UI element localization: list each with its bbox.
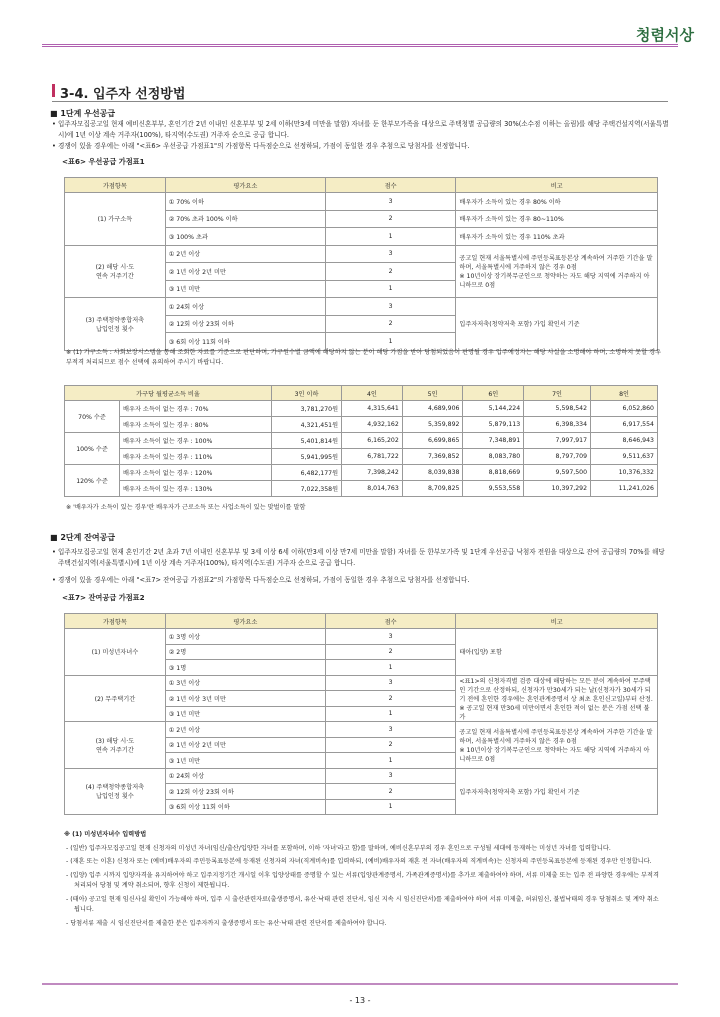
- income-amount: 11,241,026: [591, 481, 658, 497]
- table-row: [65, 629, 658, 645]
- table-row: [65, 245, 658, 263]
- table-header-cell: 6인: [463, 386, 524, 401]
- section1-para1: • 입주자모집공고일 현재 예비신혼부부, 혼인기간 2년 이내인 신혼부부 및 2세 이하(만3세 미만을 말함) 자녀를 둔 한부모가족을 대상으로 주택청별 공급량의 30%(소수점 이하는 올림)를 해당 주택건설지역(서울특별시)에 1년 이상 계속 거주자(100%), 타지역(수도권) 거주자 순으로 공급 합니다.: [52, 120, 669, 139]
- evaluation-factor: ② 2명: [165, 644, 325, 660]
- income-amount: 3,781,270원: [271, 401, 341, 417]
- income-amount: 8,646,943: [591, 433, 658, 449]
- table-header-cell: 비고: [456, 614, 658, 629]
- income-amount: 7,369,852: [402, 449, 463, 465]
- table-header-cell: 비고: [456, 178, 658, 193]
- income-amount: 9,597,500: [524, 465, 591, 481]
- income-condition: 배우자 소득이 있는 경우 : 130%: [120, 481, 272, 497]
- minor-note-line: - (입양) 입주 시까지 입양자격을 유지하여야 하고 입주지정기간 개시일 이후 입양상태를 증명할 수 있는 서류(입양관계증명서, 가족관계증명서)를 추가로 제출하여야 하며, 서류 미제출 또는 입주 전 파양한 경우에는 부적격 처리되어 당첨 및 계약 취소되며, 향후 신청이 제한됩니다.: [66, 871, 659, 889]
- evaluation-factor: ① 2년 이상: [165, 245, 325, 263]
- evaluation-factor: ① 24회 이상: [165, 768, 325, 784]
- minor-children-notes: [64, 830, 664, 929]
- remark: 배우자가 소득이 있는 경우 110% 초과: [456, 228, 658, 246]
- income-condition: 배우자 소득이 있는 경우 : 80%: [120, 417, 272, 433]
- minor-note-line: - (재혼 또는 이혼) 신청자 또는 (예비)배우자의 주민등록표등본에 등재된 신청자의 자녀(직계비속)를 입력하되, (예비)배우자의 재혼 전 자녀(배우자의 직계비속)는 신청자의 주민등록표등본에 등재된 경우만 인정합니다.: [66, 858, 652, 865]
- income-level: 120% 수준: [65, 465, 120, 497]
- criteria-item: (3) 해당 시·도 연속 거주기간: [65, 722, 166, 769]
- evaluation-factor: ③ 1명: [165, 660, 325, 676]
- score-value: 1: [325, 660, 455, 676]
- income-amount: 4,315,641: [342, 401, 403, 417]
- income-amount: 9,553,558: [463, 481, 524, 497]
- section1-para2: • 경쟁이 있을 경우에는 아래 "<표6> 우선공급 가점표1"의 가점항목 다득점순으로 선정하되, 가점이 동일한 경우 추첨으로 당첨자를 선정합니다.: [52, 142, 470, 150]
- income-amount: 5,359,892: [402, 417, 463, 433]
- evaluation-factor: ② 1년 이상 3년 미만: [165, 691, 325, 707]
- score-value: 3: [325, 768, 455, 784]
- table-row: [65, 433, 658, 449]
- income-amount: 10,376,332: [591, 465, 658, 481]
- income-amount: 7,348,891: [463, 433, 524, 449]
- evaluation-factor: ② 70% 초과 100% 이하: [165, 210, 325, 228]
- income-amount: 4,932,162: [342, 417, 403, 433]
- evaluation-factor: ② 1년 이상 2년 미만: [165, 263, 325, 281]
- table-header-cell: 7인: [524, 386, 591, 401]
- evaluation-factor: ① 3명 이상: [165, 629, 325, 645]
- bottom-rule: [42, 983, 678, 985]
- income-condition: 배우자 소득이 없는 경우 : 70%: [120, 401, 272, 417]
- score-value: 1: [325, 799, 455, 815]
- top-rule: [42, 44, 678, 47]
- score-value: 3: [325, 193, 455, 211]
- remark: 입주자저축(청약저축 포함) 가입 확인서 기준: [456, 768, 658, 815]
- table-row: [65, 675, 658, 691]
- table-row: [65, 417, 658, 433]
- table-header-cell: 5인: [402, 386, 463, 401]
- remark: 태아(입양) 포함: [456, 629, 658, 676]
- remark: <표1>의 신청자격별 검증 대상에 해당하는 모든 분이 계속하여 무주택인 기간으로 산정하되, 신청자가 만30세가 되는 날(신청자가 30세가 되기 전에 혼인한 경우에는 혼인관계증명서 상 최초 혼인신고일)부터 산정. ※ 공고일 현재 만30세 미만이면서 혼인한 적이 없는 분은 가점 선택 불가: [456, 675, 658, 722]
- score-value: 3: [325, 245, 455, 263]
- section1-intro: [50, 108, 670, 167]
- table-header-cell: 가구당 월평균소득 비율: [65, 386, 272, 401]
- income-amount: 5,401,814원: [271, 433, 341, 449]
- section2-heading: ■ 2단계 잔여공급: [50, 533, 116, 542]
- evaluation-factor: ① 3년 이상: [165, 675, 325, 691]
- minor-note-line: - 당첨서류 제출 시 임신진단서를 제출한 분은 입주자까지 출생증명서 또는 유산·낙태 관련 진단서를 제출하여야 합니다.: [66, 919, 387, 927]
- table-row: [65, 193, 658, 211]
- income-amount: 10,397,292: [524, 481, 591, 497]
- score-value: 1: [325, 753, 455, 769]
- table-header-cell: 8인: [591, 386, 658, 401]
- table7-caption: <표7> 잔여공급 가점표2: [62, 593, 145, 602]
- criteria-item: (3) 주택청약종합저축 납입인정 횟수: [65, 298, 166, 351]
- evaluation-factor: ② 12회 이상 23회 이하: [165, 784, 325, 800]
- section2-para1: • 입주자모집공고일 현재 혼인기간 2년 초과 7년 이내인 신혼부부 및 3세 이상 6세 이하(만3세 이상 만7세 미만을 말함) 자녀를 둔 한부모가족 및 1단계 우선공급 낙첨자 전원을 대상으로 잔여 공급량의 70%를 해당 주택건설지역(서울특별시)에 1년 이상 계속 거주자(100%), 타지역(수도권) 거주자 순으로 공급 합니다.: [52, 548, 665, 567]
- evaluation-factor: ② 12회 이상 23회 이하: [165, 315, 325, 333]
- table-row: [65, 722, 658, 738]
- income-amount: 6,917,554: [591, 417, 658, 433]
- income-amount: 5,941,995원: [271, 449, 341, 465]
- income-condition: 배우자 소득이 있는 경우 : 110%: [120, 449, 272, 465]
- remark: 입주자저축(청약저축 포함) 가입 확인서 기준: [456, 298, 658, 351]
- table-row: [65, 401, 658, 417]
- page-number: - 13 -: [349, 996, 371, 1005]
- income-amount: 6,165,202: [342, 433, 403, 449]
- score-value: 3: [325, 298, 455, 316]
- income-amount: 8,014,763: [342, 481, 403, 497]
- table6-footnote: ※ (1) 가구소득 : 사회보장시스템을 통해 조회한 자료를 기준으로 판단하며, 가구원수별 금액에 해당하지 않는 분이 해당 가점을 받아 당첨되었음이 판명될 경우 입주예정자는 해당 사실을 소명해야 하며, 소명하지 못할 경우 부적격 처리되므로 점수 선택에 유의하여 주시기 바랍니다.: [66, 349, 662, 366]
- minor-note-line: - (태아) 공고일 현재 임신사실 확인이 가능해야 하며, 입주 시 출산관련자료(출생증명서, 유산·낙태 관련 진단서, 임신 지속 시 임신진단서)를 제출하여야 하며 서류 미제출, 허위임신, 불법낙태의 경우 당첨취소 및 계약 취소됩니다.: [66, 895, 659, 913]
- evaluation-factor: ③ 1년 미만: [165, 706, 325, 722]
- income-amount: 4,321,451원: [271, 417, 341, 433]
- table-header-cell: 점수: [325, 614, 455, 629]
- section2-intro: [50, 532, 670, 603]
- table-row: [65, 298, 658, 316]
- income-amount: 6,398,334: [524, 417, 591, 433]
- score-value: 2: [325, 691, 455, 707]
- evaluation-factor: ① 2년 이상: [165, 722, 325, 738]
- table-header-cell: 가점항목: [65, 178, 166, 193]
- score-value: 1: [325, 280, 455, 298]
- criteria-item: (1) 미성년자녀수: [65, 629, 166, 676]
- income-condition: 배우자 소득이 없는 경우 : 100%: [120, 433, 272, 449]
- table7: [64, 613, 658, 815]
- table-row: [65, 768, 658, 784]
- income-amount: 5,598,542: [524, 401, 591, 417]
- income-amount: 6,052,860: [591, 401, 658, 417]
- income-amount: 7,398,242: [342, 465, 403, 481]
- criteria-item: (1) 가구소득: [65, 193, 166, 246]
- section1-heading: ■ 1단계 우선공급: [50, 109, 116, 118]
- table6-caption: <표6> 우선공급 가점표1: [62, 157, 145, 166]
- income-amount: 5,879,113: [463, 417, 524, 433]
- section-title: 3-4. 입주자 선정방법: [60, 83, 185, 102]
- evaluation-factor: ① 24회 이상: [165, 298, 325, 316]
- table-header-cell: 가점항목: [65, 614, 166, 629]
- income-amount: 8,818,669: [463, 465, 524, 481]
- table-header-cell: 4인: [342, 386, 403, 401]
- score-value: 2: [325, 263, 455, 281]
- income-amount: 6,781,722: [342, 449, 403, 465]
- score-value: 1: [325, 333, 455, 351]
- income-amount: 5,144,224: [463, 401, 524, 417]
- income-amount: 8,083,780: [463, 449, 524, 465]
- income-amount: 4,689,906: [402, 401, 463, 417]
- table-header-cell: 평가요소: [165, 178, 325, 193]
- score-value: 3: [325, 629, 455, 645]
- section2-para2: • 경쟁이 있을 경우에는 아래 "<표7> 잔여공급 가점표2"의 가점항목 다득점순으로 선정하되, 가점이 동일한 경우 추첨으로 당첨자를 선정합니다.: [52, 576, 470, 584]
- income-condition: 배우자 소득이 없는 경우 : 120%: [120, 465, 272, 481]
- score-value: 2: [325, 784, 455, 800]
- income-level: 70% 수준: [65, 401, 120, 433]
- income-amount: 7,997,917: [524, 433, 591, 449]
- income-amount: 7,022,358원: [271, 481, 341, 497]
- score-value: 3: [325, 722, 455, 738]
- income-amount: 8,039,838: [402, 465, 463, 481]
- income-amount: 9,511,637: [591, 449, 658, 465]
- evaluation-factor: ③ 1년 미만: [165, 280, 325, 298]
- evaluation-factor: ③ 6회 이상 11회 이하: [165, 333, 325, 351]
- score-value: 1: [325, 228, 455, 246]
- income-amount: 6,699,865: [402, 433, 463, 449]
- criteria-item: (2) 무주택기간: [65, 675, 166, 722]
- table-header-cell: 평가요소: [165, 614, 325, 629]
- income-table: [64, 385, 658, 497]
- evaluation-factor: ③ 6회 이상 11회 이하: [165, 799, 325, 815]
- score-value: 2: [325, 210, 455, 228]
- table-header-cell: 점수: [325, 178, 455, 193]
- score-value: 2: [325, 737, 455, 753]
- remark: 배우자가 소득이 있는 경우 80~110%: [456, 210, 658, 228]
- table-row: [65, 481, 658, 497]
- income-amount: 6,482,177원: [271, 465, 341, 481]
- title-rule: [52, 101, 668, 102]
- evaluation-factor: ① 70% 이하: [165, 193, 325, 211]
- evaluation-factor: ② 1년 이상 2년 미만: [165, 737, 325, 753]
- table-header-cell: 3인 이하: [271, 386, 341, 401]
- table-row: [65, 449, 658, 465]
- evaluation-factor: ③ 100% 초과: [165, 228, 325, 246]
- score-value: 3: [325, 675, 455, 691]
- remark: 공고일 현재 서울특별시에 주민등록표등본상 계속하여 거주한 기간을 말하며, 서울특별시에 거주하지 않은 경우 0점 ※ 10년이상 장기복무군인으로 청약하는 자도 해당 지역에 거주하지 아니하므로 0점: [456, 722, 658, 769]
- brand-logo: 청렴서상: [636, 26, 694, 44]
- criteria-item: (2) 해당 시·도 연속 거주기간: [65, 245, 166, 298]
- income-level: 100% 수준: [65, 433, 120, 465]
- table6: [64, 177, 658, 351]
- score-value: 2: [325, 315, 455, 333]
- score-value: 2: [325, 644, 455, 660]
- income-amount: 8,797,709: [524, 449, 591, 465]
- income-footnote: ※ '배우자가 소득이 있는 경우'란 배우자가 근로소득 또는 사업소득이 있는 맞벌이를 말함: [66, 504, 306, 511]
- remark: 공고일 현재 서울특별시에 주민등록표등본상 계속하여 거주한 기간을 말하며, 서울특별시에 거주하지 않은 경우 0점 ※ 10년이상 장기복무군인으로 청약하는 자도 해당 지역에 거주하지 아니하므로 0점: [456, 245, 658, 298]
- evaluation-factor: ③ 1년 미만: [165, 753, 325, 769]
- table-row: [65, 465, 658, 481]
- minor-notes-heading: ※ (1) 미성년자녀수 입력방법: [64, 831, 147, 838]
- minor-note-line: - (일반) 입주자모집공고일 현재 신청자의 미성년 자녀(임신/출산/입양한 자녀를 포함하며, 이하 '자녀'라고 함)를 말하며, 예비신혼부부의 경우 혼인으로 구성될 세대에 등재하는 미성년 자녀를 입력합니다.: [66, 844, 611, 852]
- remark: 배우자가 소득이 있는 경우 80% 이하: [456, 193, 658, 211]
- income-amount: 8,709,825: [402, 481, 463, 497]
- score-value: 1: [325, 706, 455, 722]
- criteria-item: (4) 주택청약종합저축 납입인정 횟수: [65, 768, 166, 815]
